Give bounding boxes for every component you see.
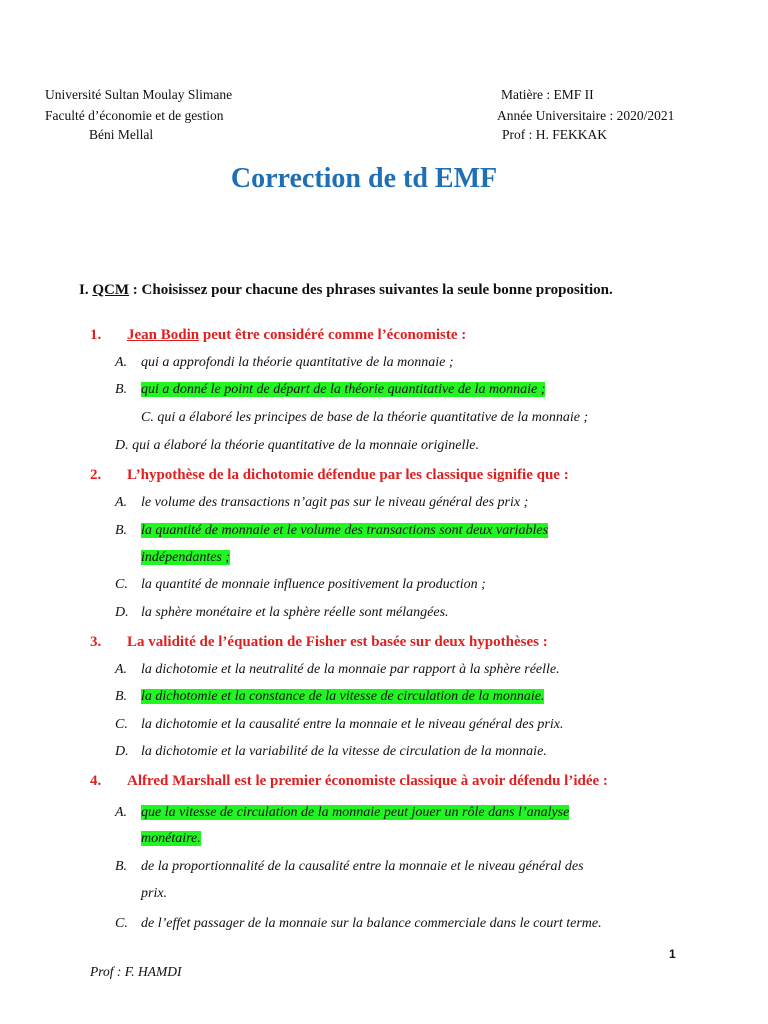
professor-header: Prof : H. FEKKAK (502, 127, 608, 142)
footer-professor: Prof : F. HAMDI (90, 964, 182, 979)
option-4c (115, 916, 602, 932)
option-text-highlighted: monétaire. (141, 831, 201, 846)
option-text: la dichotomie et la causalité entre la monnaie et le niveau général des prix. (141, 717, 564, 732)
option-text: de l’effet passager de la monnaie sur la balance commerciale dans le court terme. (141, 916, 602, 931)
option-3d (115, 744, 547, 760)
option-letter: B. (115, 523, 128, 538)
page-title: Correction de td EMF (230, 163, 498, 194)
question-text: L’hypothèse de la dichotomie défendue par les classique signifie que : (127, 467, 569, 483)
option-2c (115, 577, 486, 593)
option-1a (115, 355, 454, 371)
option-2b (115, 523, 548, 539)
question-name: Jean Bodin (127, 327, 200, 343)
option-4a (115, 805, 569, 821)
option-2d (115, 605, 449, 621)
option-text: le volume des transactions n’agit pas sur le niveau général des prix ; (141, 495, 529, 510)
question-number: 2. (90, 467, 102, 483)
university-name: Université Sultan Moulay Slimane (45, 87, 233, 102)
section-colon: : (129, 282, 138, 298)
option-4a-continued (141, 831, 201, 847)
section-label: QCM (92, 282, 130, 298)
faculty-name: Faculté d’économie et de gestion (45, 108, 224, 123)
option-letter: B. (115, 859, 128, 874)
option-1b (115, 382, 545, 398)
option-letter: D. (115, 605, 129, 620)
option-4b (115, 859, 584, 875)
option-3a (115, 662, 560, 678)
academic-year: Année Universitaire : 2020/2021 (497, 108, 675, 123)
question-2 (90, 467, 569, 484)
option-letter: A. (115, 662, 128, 677)
question-text: Alfred Marshall est le premier économiste classique à avoir défendu l’idée : (127, 773, 608, 789)
option-text: la dichotomie et la neutralité de la monnaie par rapport à la sphère réelle. (141, 662, 560, 677)
page-number: 1 (669, 947, 676, 961)
question-text: peut être considéré comme l’économiste : (199, 327, 467, 343)
option-text: la quantité de monnaie influence positivement la production ; (141, 577, 486, 592)
option-text: D. qui a élaboré la théorie quantitative de la monnaie originelle. (115, 438, 479, 453)
option-text: la sphère monétaire et la sphère réelle sont mélangées. (141, 605, 449, 620)
section-heading (79, 282, 613, 299)
option-3c (115, 717, 564, 733)
option-text-highlighted: indépendantes ; (141, 550, 231, 565)
option-4b-continued (141, 886, 167, 902)
option-letter: B. (115, 689, 128, 704)
option-letter: D. (115, 744, 129, 759)
question-1 (90, 327, 466, 344)
option-text-highlighted: que la vitesse de circulation de la monnaie peut jouer un rôle dans l’analyse (141, 805, 570, 820)
option-text-highlighted: la dichotomie et la constance de la vitesse de circulation de la monnaie. (141, 689, 545, 704)
option-letter: B. (115, 382, 128, 397)
option-text: prix. (141, 886, 168, 901)
section-instruction: Choisissez pour chacune des phrases suivantes la seule bonne proposition. (137, 282, 613, 298)
option-text-highlighted: qui a donné le point de départ de la théorie quantitative de la monnaie ; (141, 382, 546, 397)
option-text: de la proportionnalité de la causalité entre la monnaie et le niveau général des (141, 859, 584, 874)
option-3b (115, 689, 544, 705)
option-letter: C. (115, 577, 128, 592)
option-1d (115, 438, 479, 454)
question-number: 1. (90, 327, 102, 343)
subject-label: Matière : EMF II (501, 87, 594, 102)
question-text: La validité de l’équation de Fisher est basée sur deux hypothèses : (127, 634, 548, 650)
option-text-highlighted: la quantité de monnaie et le volume des transactions sont deux variables (141, 523, 549, 538)
option-1c (141, 410, 588, 426)
option-2a (115, 495, 528, 511)
option-text: qui a approfondi la théorie quantitative de la monnaie ; (141, 355, 454, 370)
question-number: 3. (90, 634, 102, 650)
option-2b-continued (141, 550, 230, 566)
option-text: C. qui a élaboré les principes de base de la théorie quantitative de la monnaie ; (141, 410, 589, 425)
section-roman: I. (79, 282, 89, 298)
question-3 (90, 634, 548, 651)
city-name: Béni Mellal (89, 127, 154, 142)
question-4 (90, 773, 608, 790)
option-letter: C. (115, 916, 128, 931)
option-letter: C. (115, 717, 128, 732)
question-number: 4. (90, 773, 102, 789)
option-letter: A. (115, 495, 128, 510)
option-letter: A. (115, 805, 128, 820)
option-letter: A. (115, 355, 128, 370)
option-text: la dichotomie et la variabilité de la vitesse de circulation de la monnaie. (141, 744, 547, 759)
